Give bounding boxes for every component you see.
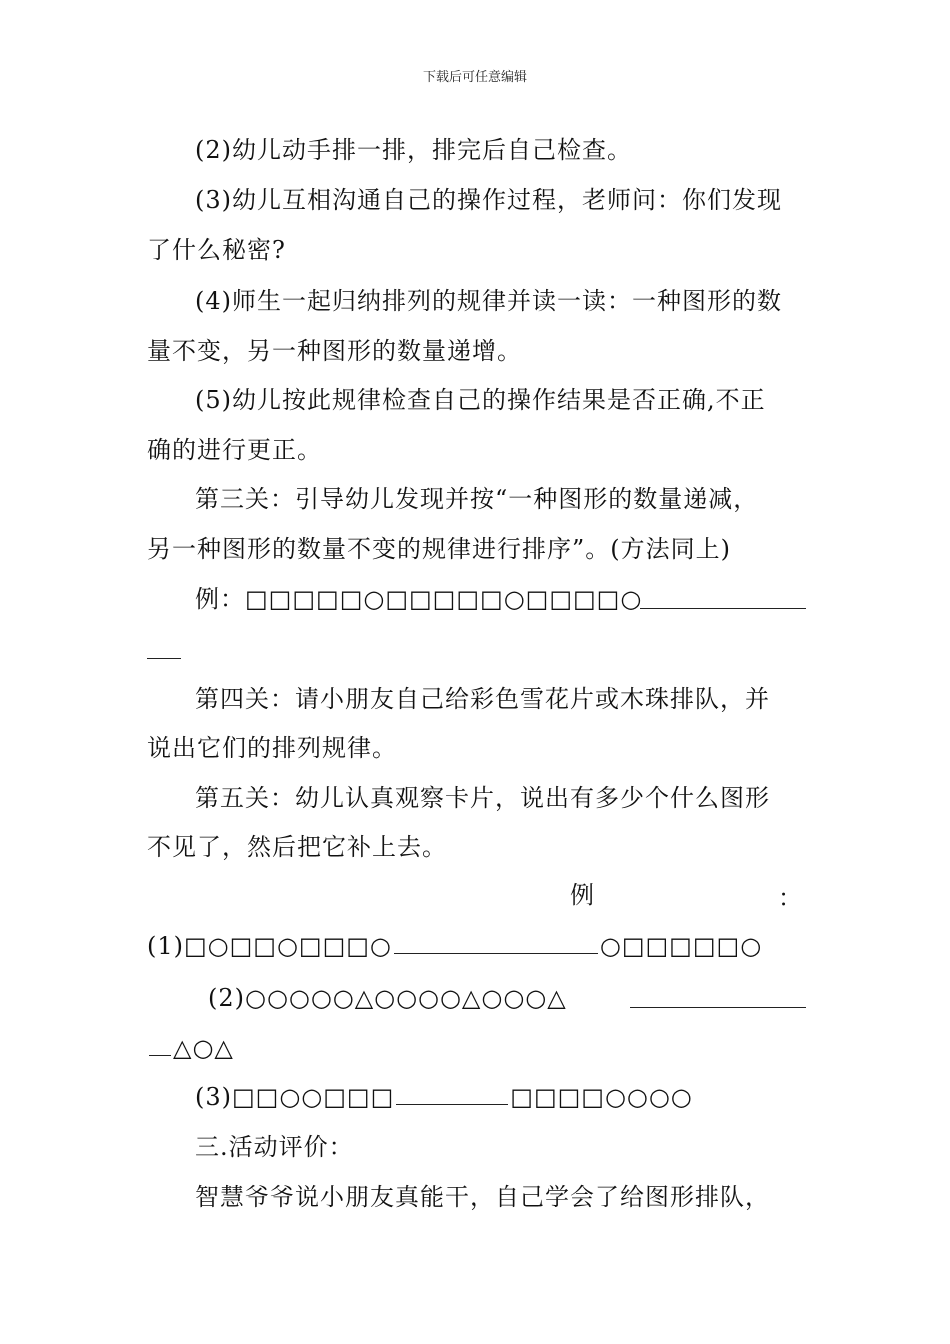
paragraph-line: 第三关：引导幼儿发现并按“一种图形的数量递减， xyxy=(195,485,759,513)
paragraph-line: 说出它们的排列规律。 xyxy=(147,734,397,762)
paragraph-line: (3)幼儿互相沟通自己的操作过程，老师问：你们发现 xyxy=(195,186,782,214)
paragraph-line: 不见了，然后把它补上去。 xyxy=(147,833,447,861)
paragraph-line: (5)幼儿按此规律检查自己的操作结果是否正确,不正 xyxy=(195,386,766,414)
example-2-start: (2)○○○○○△○○○○△○○○△ xyxy=(208,984,567,1012)
answer-blank xyxy=(396,1104,508,1105)
example-2-end: △○△ xyxy=(173,1034,234,1062)
section-heading: 三.活动评价： xyxy=(195,1133,354,1161)
paragraph-line: 第五关：幼儿认真观察卡片，说出有多少个什么图形 xyxy=(195,784,770,812)
example-label: 例 xyxy=(570,881,594,909)
answer-blank xyxy=(394,953,598,954)
paragraph-line: 另一种图形的数量不变的规律进行排序”。(方法同上) xyxy=(147,535,731,563)
paragraph-line: (2)幼儿动手排一排，排完后自己检查。 xyxy=(195,136,632,164)
page-header: 下载后可任意编辑 xyxy=(422,70,527,85)
answer-blank xyxy=(640,608,806,609)
example-colon: ： xyxy=(778,884,802,912)
paragraph-line: 确的进行更正。 xyxy=(147,436,322,464)
paragraph-line: 了什么秘密? xyxy=(147,236,286,264)
paragraph-line: (4)师生一起归纳排列的规律并读一读：一种图形的数 xyxy=(195,287,782,315)
paragraph-line: 量不变，另一种图形的数量递增。 xyxy=(147,337,522,365)
paragraph-line: 智慧爷爷说小朋友真能干，自己学会了给图形排队， xyxy=(195,1183,770,1211)
example-3-end: □□□□○○○○ xyxy=(510,1083,693,1111)
answer-blank xyxy=(147,658,181,659)
example-line xyxy=(195,584,642,614)
example-1-end: ○□□□□□○ xyxy=(599,932,763,960)
example-sequence: 例：□□□□□○□□□□□○□□□□○ xyxy=(195,585,643,613)
answer-blank xyxy=(630,1007,806,1008)
example-1 xyxy=(147,931,762,961)
paragraph-line: 第四关：请小朋友自己给彩色雪花片或木珠排队，并 xyxy=(195,685,770,713)
example-2-cont xyxy=(147,1033,234,1063)
answer-blank xyxy=(149,1055,171,1056)
example-3 xyxy=(195,1082,693,1112)
example-3-start: (3)□□○○□□□ xyxy=(195,1083,395,1111)
example-1-start: (1)□○□□○□□□○ xyxy=(147,932,392,960)
example-2 xyxy=(208,983,567,1013)
